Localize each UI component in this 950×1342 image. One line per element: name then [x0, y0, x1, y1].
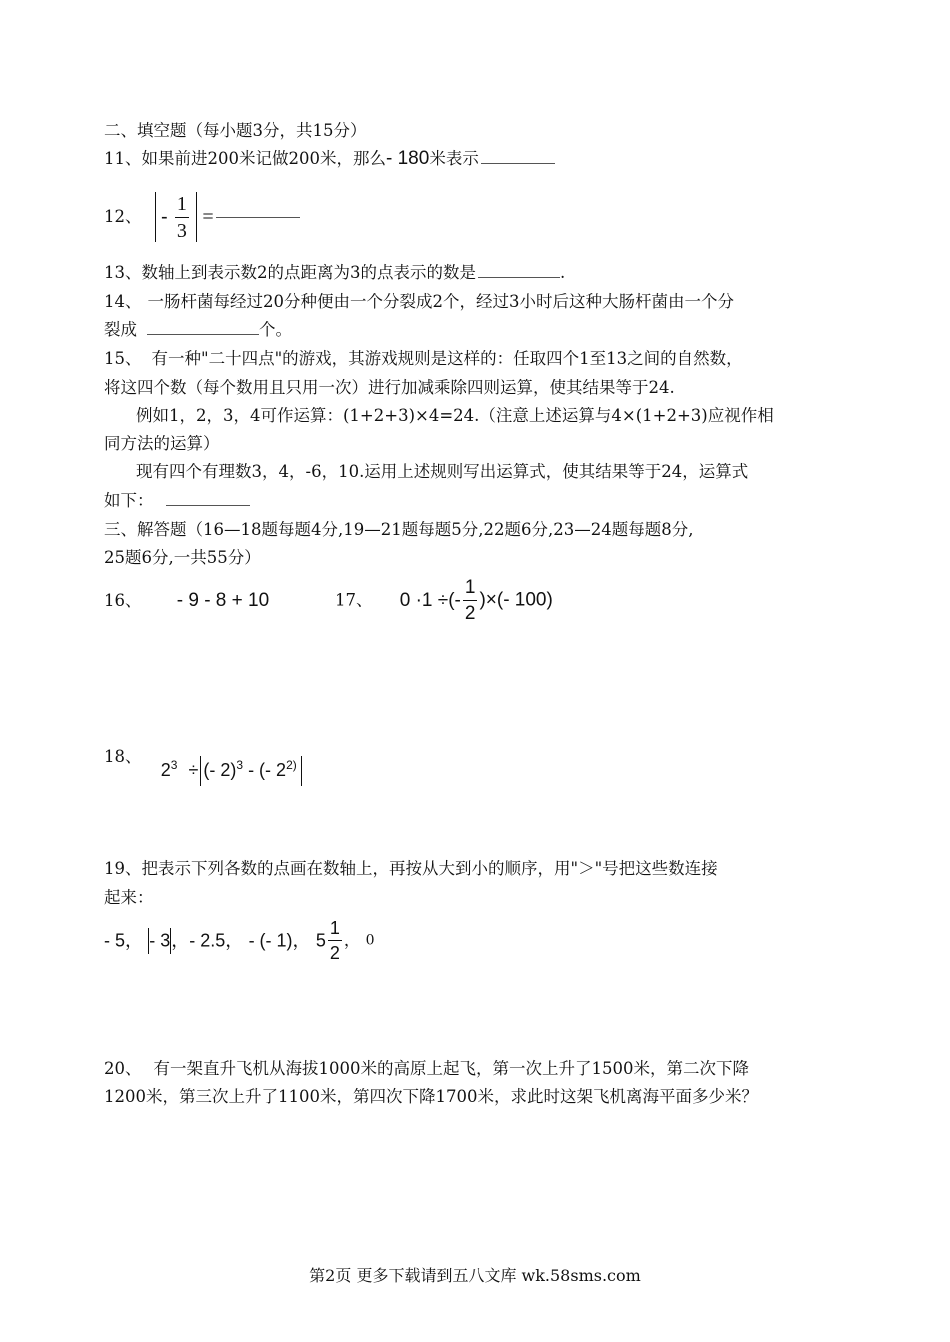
q15-line1: 有一种"二十四点"的游戏，其游戏规则是这样的：任取四个1至13之间的自然数， — [151, 349, 743, 368]
section3-heading-line2: 25题6分,一共55分） — [104, 548, 261, 567]
q19-item-neg2-5: ，- 2.5， — [171, 930, 244, 951]
q15-line4: 同方法的运算） — [104, 434, 220, 453]
q18-expression — [161, 760, 302, 780]
q17-fraction-denominator: 2 — [463, 600, 478, 623]
q19-item-zero: 0 — [365, 932, 375, 949]
q13-answer-blank[interactable] — [478, 276, 560, 278]
q19-fraction-numerator: 1 — [329, 918, 340, 938]
q15-number: 15、 — [104, 349, 142, 368]
q11-answer-blank[interactable] — [481, 162, 555, 164]
q14-answer-blank[interactable] — [147, 333, 259, 335]
q19-item-neg5: - 5， — [104, 930, 144, 951]
q13-number: 13、 — [104, 263, 142, 282]
q17-part1: 0 ·1 ÷(- — [399, 589, 461, 611]
q15-answer-blank[interactable] — [166, 504, 250, 506]
question-19-line1 — [104, 858, 718, 880]
question-15-line1 — [104, 348, 743, 370]
question-20-line1 — [104, 1058, 749, 1080]
q17-number: 17、 — [335, 590, 373, 610]
question-16 — [104, 588, 269, 614]
q12-equals: = — [202, 206, 214, 228]
q12-fraction — [175, 194, 189, 241]
q18-divide: ÷ — [188, 760, 199, 780]
q14-line2-end: 个。 — [259, 320, 292, 339]
q19-number-list — [104, 918, 375, 963]
q12-fraction-denominator: 3 — [175, 217, 189, 241]
q17-part2: )×(- 100) — [479, 589, 553, 611]
q12-number: 12、 — [104, 207, 142, 226]
question-11 — [104, 148, 555, 170]
q14-number: 14、 — [104, 292, 142, 311]
q19-line2: 起来： — [104, 888, 154, 907]
q18-inner2: - (- 2 — [248, 760, 287, 780]
q11-expression: - 180 — [386, 148, 430, 169]
q19-item-neg-neg1: - (- 1)， — [248, 930, 311, 951]
q13-end: . — [560, 263, 566, 282]
q19-item-mixed-fraction — [328, 919, 342, 962]
q17-fraction — [463, 578, 478, 623]
q20-line1: 有一架直升飞机从海拔1000米的高原上起飞，第一次上升了1500米，第二次下降 — [153, 1059, 749, 1078]
section2-heading: 二、填空题（每小题3分，共15分） — [104, 121, 367, 140]
q19-comma: ， — [343, 930, 361, 950]
abs-bar-left — [155, 192, 156, 242]
q11-number: 11、 — [104, 149, 142, 168]
q15-line6: 如下： — [104, 491, 154, 510]
q15-line2: 将这四个数（每个数用且只用一次）进行加减乘除四则运算，使其结果等于24. — [104, 378, 675, 397]
page-footer: 第2页 更多下载请到五八文库 wk.58sms.com — [309, 1266, 641, 1285]
q20-line2: 1200米，第三次上升了1100米，第四次下降1700米，求此时这架飞机离海平面多少米？ — [104, 1087, 758, 1106]
question-14-line1 — [104, 291, 734, 313]
q11-text2: 米表示 — [429, 149, 479, 168]
section3-heading-line1: 三、解答题（16—18题每题4分,19—21题每题5分,22题6分,23—24题每题8分, — [104, 520, 694, 539]
q19-number: 19、 — [104, 859, 142, 878]
q16-number: 16、 — [104, 591, 142, 610]
q19-fraction-denominator: 2 — [328, 940, 342, 962]
q18-number: 18、 — [104, 747, 142, 766]
q13-text: 数轴上到表示数2的点距离为3的点表示的数是 — [141, 263, 476, 282]
q18-inner1: (- 2) — [203, 760, 237, 780]
question-17 — [335, 578, 553, 623]
q12-minus: - — [161, 206, 168, 228]
q16-expression: - 9 - 8 + 10 — [176, 590, 270, 611]
q18-abs-bar-right — [301, 756, 302, 786]
q14-line2-start: 裂成 — [104, 320, 137, 339]
question-15-line6 — [104, 490, 250, 512]
q18-exponent1: 3 — [170, 758, 178, 772]
question-18 — [104, 747, 302, 786]
abs-bar-right — [196, 192, 197, 242]
q19-item-abs-neg3: - 3 — [149, 930, 171, 951]
q20-number: 20、 — [104, 1059, 142, 1078]
question-12 — [104, 192, 300, 242]
q15-line5: 现有四个有理数3，4，-6，10.运用上述规则写出运算式，使其结果等于24，运算式 — [136, 462, 749, 481]
question-14-line2 — [104, 319, 292, 341]
q12-fraction-numerator: 1 — [176, 192, 187, 215]
q12-answer-blank[interactable] — [216, 216, 300, 218]
q14-line1: 一肠杆菌每经过20分种便由一个分裂成2个，经过3小时后这种大肠杆菌由一个分 — [147, 292, 734, 311]
q18-base: 2 — [160, 760, 171, 780]
q19-line1: 把表示下列各数的点画在数轴上，再按从大到小的顺序，用"＞"号把这些数连接 — [141, 859, 718, 878]
question-13 — [104, 262, 565, 284]
q11-text: 如果前进200米记做200米，那么 — [141, 149, 386, 168]
q17-fraction-numerator: 1 — [464, 577, 476, 598]
q15-line3: 例如1，2，3，4可作运算：(1+2+3)×4=24.（注意上述运算与4×(1+2+3)应视作相 — [136, 406, 774, 425]
q19-item-mixed-whole: 5 — [315, 930, 326, 951]
q18-abs-bar-left — [200, 756, 201, 786]
q18-exponent3: 2) — [286, 758, 297, 772]
q18-exponent2: 3 — [236, 758, 244, 772]
